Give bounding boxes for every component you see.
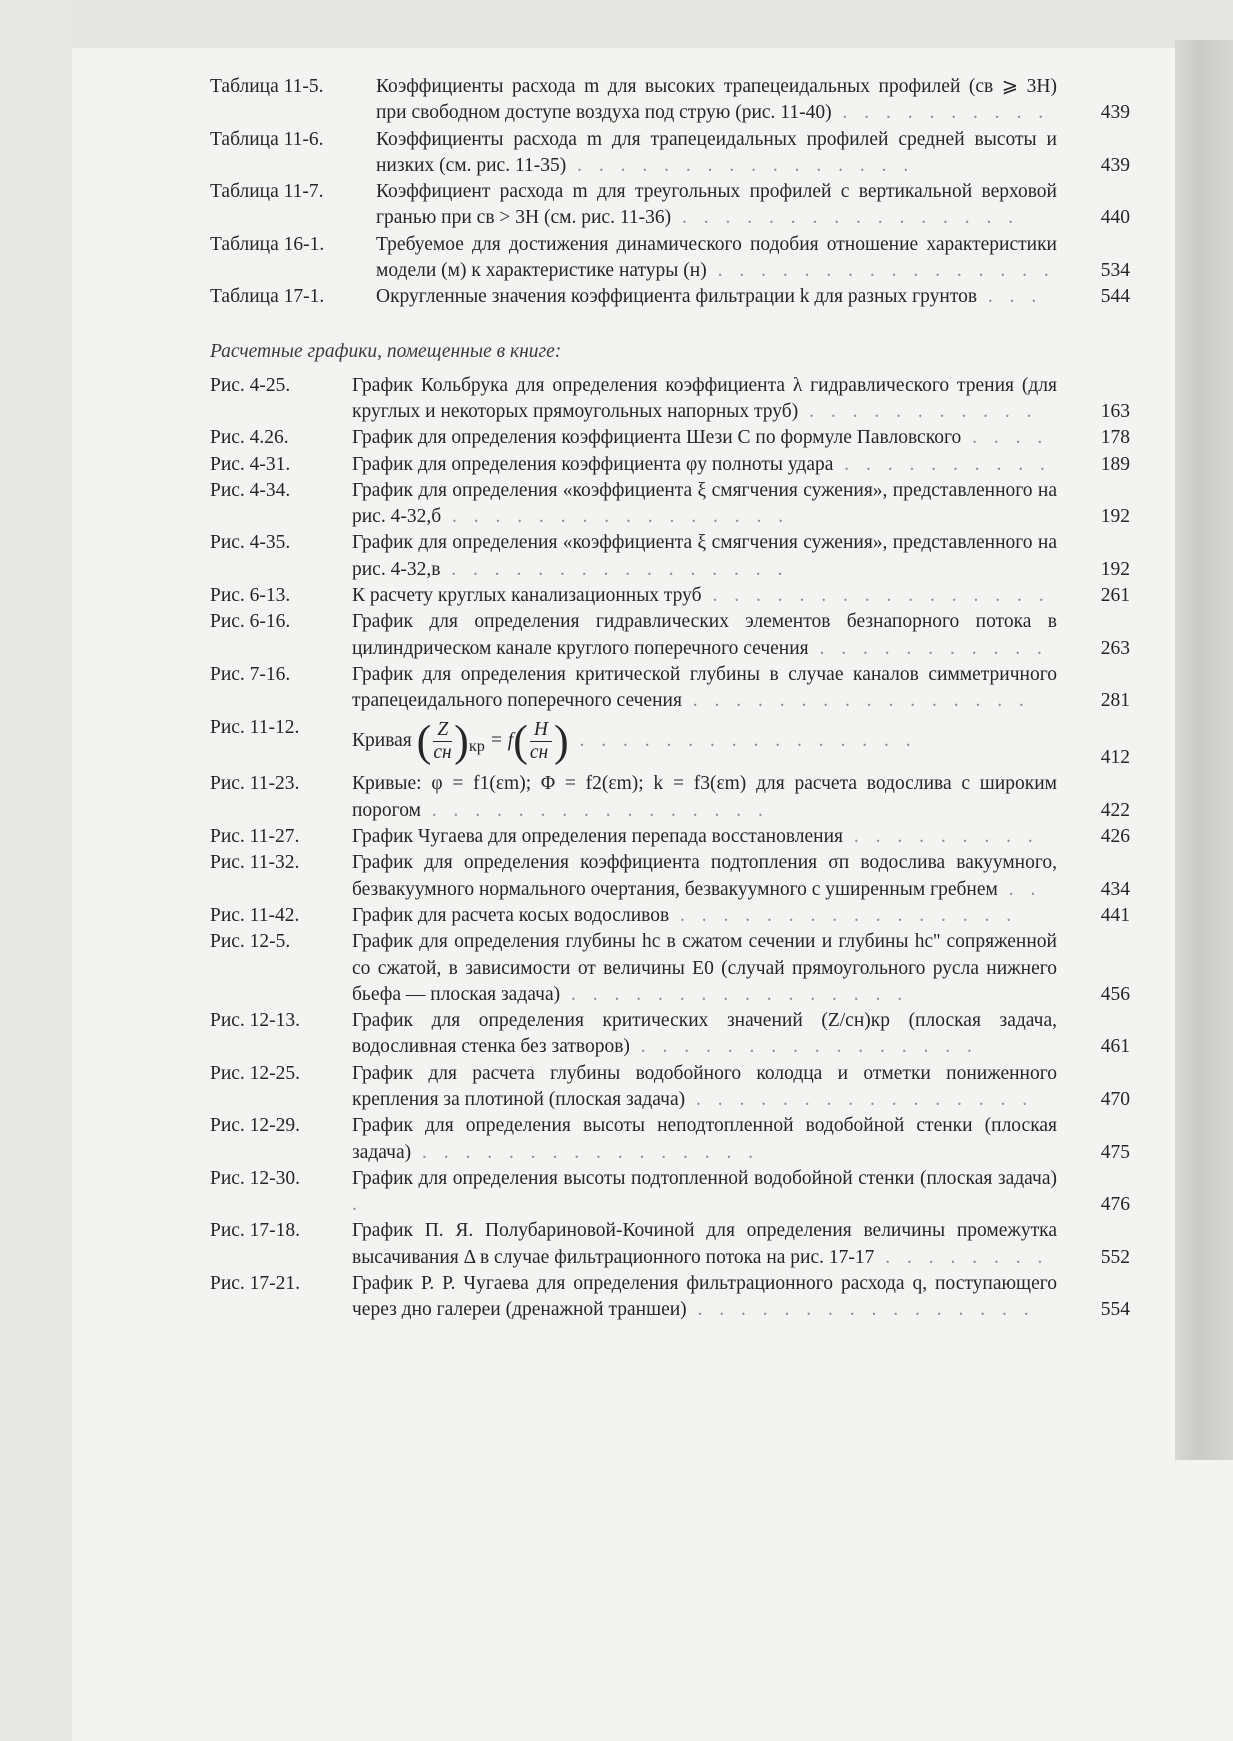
table-entry (210, 74, 1130, 127)
figure-entry (210, 583, 1130, 609)
leader-dots: . . . . . . . . (874, 1246, 1049, 1268)
entry-label: Рис. 12-29. (210, 1115, 301, 1137)
figure-entry (210, 1166, 1130, 1219)
figure-entry (210, 903, 1130, 929)
formula-sub: кр (468, 736, 485, 755)
entry-title: График для определения «коэффициента ξ смягчения сужения», представленного на рис. 4-32,в (352, 532, 1057, 580)
entry-text (352, 452, 1057, 478)
page-edge-shadow (1175, 40, 1233, 1460)
entry-text (376, 127, 1057, 180)
figure-entry (210, 715, 1130, 772)
entry-label: Рис. 12-30. (210, 1167, 301, 1189)
page-number: 281 (1100, 690, 1130, 712)
leader-dots: . . . . . . . . . . . . . . . . (701, 585, 1050, 607)
page-number: 192 (1100, 506, 1130, 528)
figures-list (210, 373, 1130, 1324)
figure-entry (210, 373, 1130, 426)
entry-title: График для определения коэффициента Шези C по формуле Павловского (352, 427, 962, 449)
entry-title: График для определения гидравлических элементов безнапорного потока в цилиндрическом канале круглого поперечного сечения (352, 611, 1057, 659)
page-number: 461 (1100, 1036, 1130, 1058)
entry-text (352, 903, 1057, 929)
page-number: 552 (1100, 1246, 1130, 1268)
entry-label: Рис. 17-18. (210, 1220, 301, 1242)
page-number: 178 (1100, 427, 1130, 449)
entry-text (352, 1218, 1057, 1271)
entry-text (352, 373, 1057, 426)
formula: ( $\frac{Z}{cн}$ )$_{кр} = f$( $\frac{H}{cн}$ ) (416, 716, 569, 766)
figure-entry (210, 824, 1130, 850)
table-entry (210, 284, 1130, 310)
entry-text (352, 1008, 1057, 1061)
entry-text (352, 1166, 1057, 1219)
entry-title: График для расчета глубины водобойного колодца и отметки пониженного крепления за плотиной (плоская задача) (352, 1062, 1057, 1110)
entry-text (352, 715, 1057, 772)
figure-entry (210, 771, 1130, 824)
page-number: 534 (1100, 260, 1130, 282)
entry-text (352, 929, 1057, 1008)
leader-dots: . . . . . . . . . . . . . . . . (685, 1088, 1034, 1110)
entry-text (352, 1113, 1057, 1166)
entry-text (352, 609, 1057, 662)
entry-title: Кривая (352, 729, 412, 751)
leader-dots: . . . . . . . . . . . . . . . . (566, 154, 915, 176)
page-number: 554 (1100, 1299, 1130, 1321)
section-title: Расчетные графики, помещенные в книге: (210, 340, 562, 362)
page-number: 470 (1100, 1088, 1130, 1110)
figure-entry (210, 850, 1130, 903)
figure-entry (210, 662, 1130, 715)
leader-dots: . . . . . . . . . . . . . . . . (440, 558, 789, 580)
entry-title: График для определения коэффициента φу полноты удара (352, 453, 834, 475)
scan-left-margin (0, 0, 72, 1741)
entry-label: Таблица 11-6. (210, 128, 324, 150)
entry-title: График для определения высоты неподтопленной водобойной стенки (плоская задача) (352, 1115, 1057, 1163)
entry-label: Рис. 7-16. (210, 663, 291, 685)
figure-entry (210, 530, 1130, 583)
leader-dots: . . . . . . . . . . (833, 453, 1051, 475)
entry-label: Рис. 11-23. (210, 773, 300, 795)
entry-text (352, 850, 1057, 903)
page-number: 441 (1100, 904, 1130, 926)
entry-text (352, 530, 1057, 583)
entry-label: Таблица 17-1. (210, 286, 325, 308)
leader-dots: . . . . . . . . . (843, 826, 1039, 848)
entry-label: Рис. 11-12. (210, 716, 300, 738)
entry-label: Рис. 11-32. (210, 852, 300, 874)
page-number: 476 (1100, 1194, 1130, 1216)
leader-dots: . . . . . . . . . . . . . . . . (669, 904, 1018, 926)
entry-label: Рис. 17-21. (210, 1273, 301, 1295)
page-number: 412 (1100, 747, 1130, 769)
entry-text (376, 74, 1057, 127)
formula-den: cн (433, 741, 452, 763)
entry-label: Рис. 4-25. (210, 374, 291, 396)
table-entry (210, 179, 1130, 232)
entry-title: График П. Я. Полубариновой-Кочиной для определения величины промежутка высачивания Δ в случае фильтрационного потока на рис. 17-17 (352, 1220, 1057, 1268)
entry-title: График для расчета косых водосливов (352, 904, 670, 926)
entry-label: Таблица 16-1. (210, 233, 325, 255)
entry-label: Рис. 4-31. (210, 453, 291, 475)
entry-label: Рис. 12-13. (210, 1010, 301, 1032)
entry-title: График для определения глубины hc в сжатом сечении и глубины hc'' сопряженной со сжатой, в зависимости от величины E0 (случай прямоугольного русла нижнего бьефа — плоская задача) (352, 931, 1057, 1005)
page-number: 426 (1100, 826, 1130, 848)
page-number: 163 (1100, 400, 1130, 422)
page-number: 261 (1100, 585, 1130, 607)
entry-label: Рис. 12-25. (210, 1062, 301, 1084)
entry-title: График для определения критических значений (Z/cн)кр (плоская задача, водосливная стенка без затворов) (352, 1010, 1057, 1058)
leader-dots: . . . . . . . . . . . . . . . . (686, 1299, 1035, 1321)
entry-text (352, 1061, 1057, 1114)
entry-label: Таблица 11-5. (210, 76, 324, 97)
page-number: 263 (1100, 637, 1130, 659)
entry-title: График Р. Р. Чугаева для определения фильтрационного расхода q, поступающего через дно галереи (дренажной траншеи) (352, 1273, 1057, 1321)
entry-label: Рис. 11-27. (210, 826, 300, 848)
figure-entry (210, 1061, 1130, 1114)
leader-dots: . . . . . . . . . . . . . . . . (629, 1036, 978, 1058)
leader-dots: . . . . (961, 427, 1049, 449)
entry-text (376, 232, 1057, 285)
entry-text (352, 425, 1057, 451)
page-number: 456 (1100, 983, 1130, 1005)
entry-title: График Чугаева для определения перепада восстановления (352, 826, 844, 848)
page-number: 189 (1100, 453, 1130, 475)
entry-label: Рис. 11-42. (210, 904, 300, 926)
contents-page (210, 74, 1130, 1324)
leader-dots: . . (997, 878, 1042, 900)
table-entry (210, 232, 1130, 285)
figure-entry (210, 452, 1130, 478)
page-number: 422 (1100, 799, 1130, 821)
figure-entry (210, 1271, 1130, 1324)
figure-entry (210, 1113, 1130, 1166)
leader-dots: . . . . . . . . . . . . . . . . (420, 799, 769, 821)
entry-text (352, 1271, 1057, 1324)
entry-title: График Кольбрука для определения коэффициента λ гидравлического трения (для круглых и некоторых прямоугольных напорных труб) (352, 374, 1057, 422)
entry-label: Рис. 12-5. (210, 931, 291, 953)
figure-entry (210, 478, 1130, 531)
entry-label: Рис. 6-13. (210, 585, 291, 607)
formula-num: Z (433, 719, 452, 742)
entry-label: Рис. 4-35. (210, 532, 291, 554)
leader-dots: . . . . . . . . . . . . . . . . (671, 207, 1020, 229)
figure-entry (210, 1218, 1130, 1271)
entry-title: График для определения «коэффициента ξ смягчения сужения», представленного на рис. 4-32,б (352, 479, 1057, 528)
formula-den: cн (529, 741, 549, 763)
figure-entry (210, 929, 1130, 1008)
figure-entry (210, 1008, 1130, 1061)
leader-dots: . . . . . . . . . . . . . . . . (706, 260, 1055, 282)
leader-dots: . . . . . . . . . . . (808, 637, 1048, 659)
scan-top-margin (0, 0, 1233, 48)
formula-num: H (530, 719, 552, 742)
table-entry (210, 127, 1130, 180)
entry-text (352, 771, 1057, 824)
page-number: 439 (1100, 102, 1130, 124)
entry-title: График для определения критической глубины в случае каналов симметричного трапецеидального поперечного сечения (352, 663, 1057, 712)
entry-title: Требуемое для достижения динамического подобия отношение характеристики модели (м) к характеристике натуры (н) (376, 233, 1057, 282)
entry-text (352, 583, 1057, 609)
entry-text (376, 179, 1057, 232)
tables-list (210, 74, 1130, 311)
entry-title: Коэффициенты расхода m для трапецеидальных профилей средней высоты и низких (см. рис. 11-35) (376, 128, 1057, 176)
page-number: 440 (1100, 207, 1130, 229)
page-number: 544 (1100, 286, 1130, 308)
leader-dots: . . . . . . . . . . . . . . . . (560, 983, 909, 1005)
leader-dots: . . . . . . . . . . (831, 102, 1050, 124)
leader-dots: . . . . . . . . . . . . . . . . (441, 506, 790, 528)
leader-dots: . . . . . . . . . . . . . . . . (568, 729, 917, 751)
page-number: 192 (1100, 558, 1130, 580)
formula-eq: = f (489, 729, 514, 751)
page-number: 439 (1100, 154, 1130, 176)
page-number: 475 (1100, 1141, 1130, 1163)
leader-dots: . (352, 1194, 363, 1216)
entry-label: Рис. 6-16. (210, 611, 291, 633)
entry-title: График для определения высоты подтопленной водобойной стенки (плоская задача) (352, 1167, 1057, 1189)
entry-label: Рис. 4.26. (210, 427, 289, 449)
entry-text (352, 478, 1057, 531)
entry-title: Кривые: φ = f1(εm); Φ = f2(εm); k = f3(εm) для расчета водослива с широким порогом (352, 773, 1057, 821)
entry-title: К расчету круглых канализационных труб (352, 585, 702, 607)
leader-dots: . . . . . . . . . . . (798, 400, 1038, 422)
entry-text (376, 284, 1057, 310)
entry-text (352, 662, 1057, 715)
page-number: 434 (1100, 878, 1130, 900)
entry-text (352, 824, 1057, 850)
entry-label: Таблица 11-7. (210, 181, 324, 203)
entry-title: Коэффициенты расхода m для высоких трапецеидальных профилей (cв ⩾ 3H) при свободном доступе воздуха под струю (рис. 11-40) (376, 76, 1057, 124)
leader-dots: . . . . . . . . . . . . . . . . (681, 690, 1030, 712)
leader-dots: . . . (977, 286, 1043, 308)
leader-dots: . . . . . . . . . . . . . . . . (411, 1141, 760, 1163)
figure-entry (210, 609, 1130, 662)
entry-title: Коэффициент расхода m для треугольных профилей с вертикальной верховой гранью при cв > 3H (см. рис. 11-36) (376, 181, 1057, 229)
entry-label: Рис. 4-34. (210, 479, 291, 501)
entry-title: Округленные значения коэффициента фильтрации k для разных грунтов (376, 286, 978, 308)
entry-title: График для определения коэффициента подтопления σп водослива вакуумного, безвакуумного нормального очертания, безвакуумного с уширенным гребнем (352, 852, 1057, 900)
figure-entry (210, 425, 1130, 451)
